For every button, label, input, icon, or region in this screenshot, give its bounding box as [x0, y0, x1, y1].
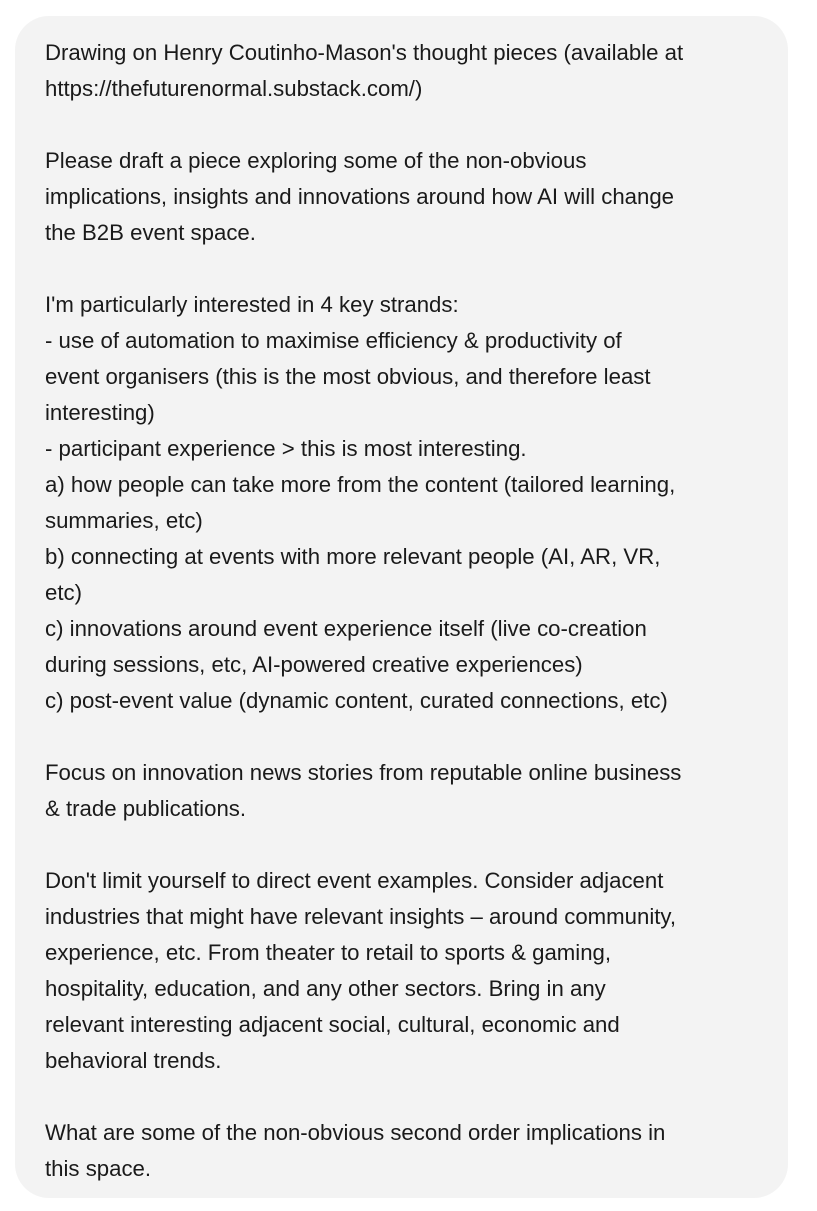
- message-line: summaries, etc): [45, 508, 203, 533]
- message-line: a) how people can take more from the content (tailored learning,: [45, 472, 676, 497]
- message-line: the B2B event space.: [45, 220, 256, 245]
- message-paragraph-adjacent: [45, 863, 768, 1079]
- message-paragraph-focus: [45, 755, 768, 827]
- message-line: & trade publications.: [45, 796, 247, 821]
- message-paragraph-request: [45, 143, 768, 251]
- message-line: Don't limit yourself to direct event examples. Consider adjacent: [45, 868, 664, 893]
- message-line: relevant interesting adjacent social, cultural, economic and: [45, 1012, 620, 1037]
- message-paragraph-strands: [45, 287, 768, 719]
- message-line: What are some of the non-obvious second order implications in: [45, 1120, 666, 1145]
- message-line: experience, etc. From theater to retail to sports & gaming,: [45, 940, 612, 965]
- message-line: behavioral trends.: [45, 1048, 222, 1073]
- message-line: etc): [45, 580, 82, 605]
- message-line: industries that might have relevant insights – around community,: [45, 904, 677, 929]
- message-line: c) post-event value (dynamic content, curated connections, etc): [45, 688, 668, 713]
- message-line: - use of automation to maximise efficiency & productivity of: [45, 328, 622, 353]
- message-line: interesting): [45, 400, 155, 425]
- message-line: - participant experience > this is most interesting.: [45, 436, 527, 461]
- message-line: during sessions, etc, AI-powered creative experiences): [45, 652, 583, 677]
- message-line: this space.: [45, 1156, 152, 1181]
- message-paragraph-intro: [45, 35, 768, 107]
- message-line: c) innovations around event experience itself (live co-creation: [45, 616, 647, 641]
- message-line: I'm particularly interested in 4 key strands:: [45, 292, 459, 317]
- message-line: implications, insights and innovations around how AI will change: [45, 184, 675, 209]
- message-line: Drawing on Henry Coutinho-Mason's thought pieces (available at: [45, 40, 684, 65]
- message-line: b) connecting at events with more relevant people (AI, AR, VR,: [45, 544, 661, 569]
- user-message-bubble: [15, 16, 788, 1198]
- message-line: https://thefuturenormal.substack.com/): [45, 76, 423, 101]
- message-line: Focus on innovation news stories from reputable online business: [45, 760, 682, 785]
- message-paragraph-question: [45, 1115, 768, 1187]
- message-line: Please draft a piece exploring some of the non-obvious: [45, 148, 587, 173]
- message-line: event organisers (this is the most obvious, and therefore least: [45, 364, 651, 389]
- message-line: hospitality, education, and any other sectors. Bring in any: [45, 976, 606, 1001]
